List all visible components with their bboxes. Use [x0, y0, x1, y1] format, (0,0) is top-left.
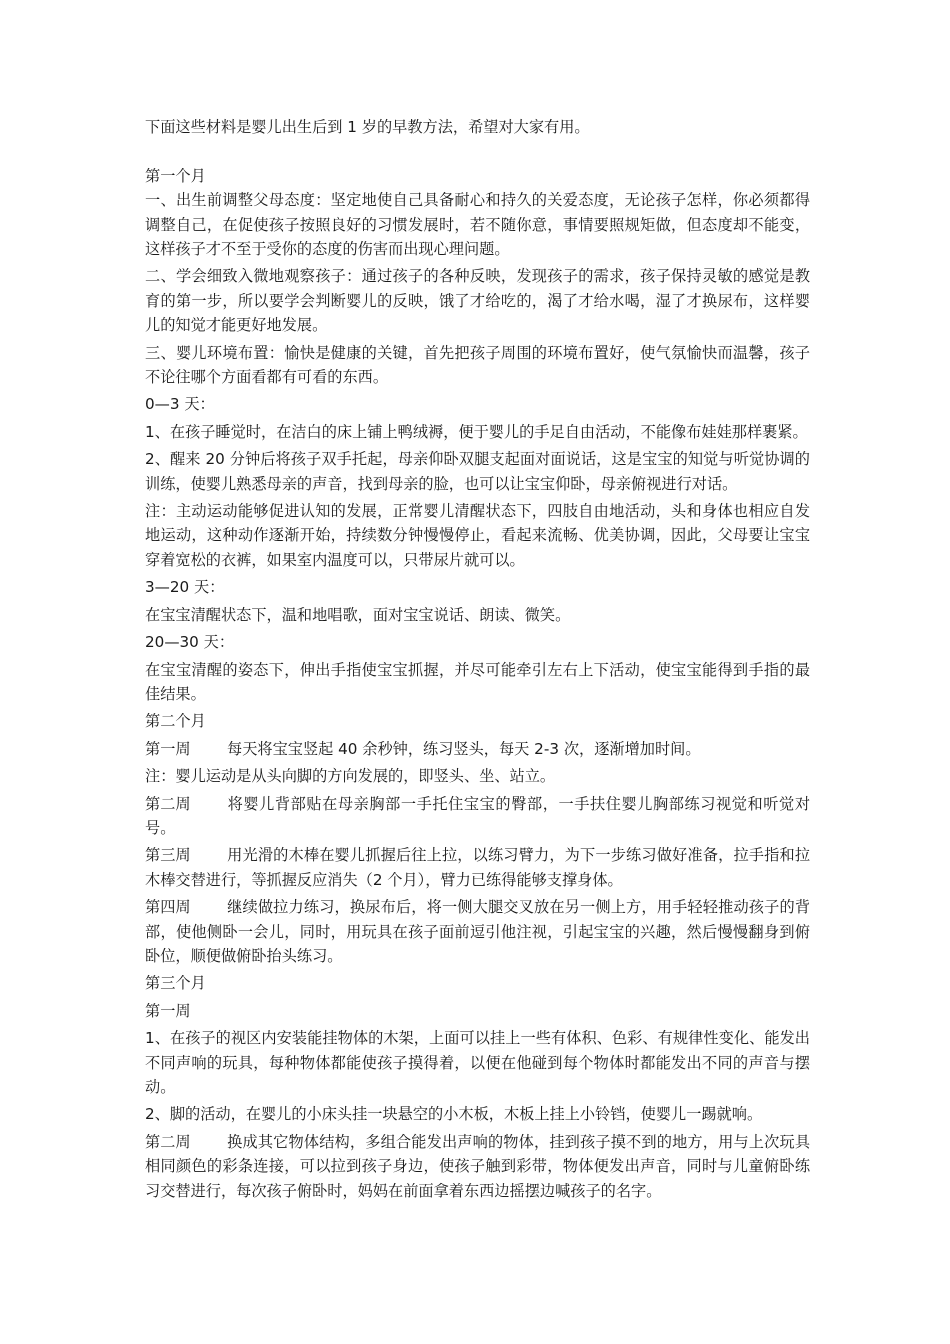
week-text: 用光滑的木棒在婴儿抓握后往上拉，以练习臂力，为下一步练习做好准备，拉手指和拉木棒交替进行，等抓握反应消失（2 个月），臂力已练得能够支撑身体。 — [145, 846, 810, 889]
month1-paragraph-3: 三、婴儿环境布置：愉快是健康的关键，首先把孩子周围的环境布置好，使气氛愉快而温馨，孩子不论往哪个方面看都有可看的东西。 — [145, 343, 810, 387]
week-text: 继续做拉力练习，换尿布后，将一侧大腿交叉放在另一侧上方，用手轻轻推动孩子的背部，使他侧卧一会儿，同时，用玩具在孩子面前逗引他注视，引起宝宝的兴趣，然后慢慢翻身到俯卧位，顺便做俯卧抬头练习。 — [145, 898, 810, 965]
day-0-3-heading: 0—3 天： — [145, 395, 215, 414]
month3-week1-item-2: 2、脚的活动，在婴儿的小床头挂一块悬空的小木板，木板上挂上小铃铛，使婴儿一踢就响。 — [145, 1105, 763, 1124]
month2-note: 注：婴儿运动是从头向脚的方向发展的，即竖头、坐、站立。 — [145, 767, 556, 786]
day-20-30-item: 在宝宝清醒的姿态下，伸出手指使宝宝抓握，并尽可能牵引左右上下活动，使宝宝能得到手指的最佳结果。 — [145, 660, 810, 703]
month3-week1-item-1: 1、在孩子的视区内安装能挂物体的木架，上面可以挂上一些有体积、色彩、有规律性变化、能发出不同声响的玩具，每种物体都能使孩子摸得着，以便在他碰到每个物体时都能发出不同的声音与摆动。 — [145, 1029, 810, 1097]
month2-heading: 第二个月 — [145, 712, 206, 731]
month2-week1 — [145, 737, 810, 761]
day-20-30-heading: 20—30 天： — [145, 633, 235, 652]
week-text: 将婴儿背部贴在母亲胸部一手托住宝宝的臀部，一手扶住婴儿胸部练习视觉和听觉对号。 — [145, 794, 810, 837]
month3-heading: 第三个月 — [145, 974, 206, 993]
week-label: 第一周 — [145, 739, 191, 758]
intro-paragraph: 下面这些材料是婴儿出生后到 1 岁的早教方法，希望对大家有用。 — [145, 118, 590, 136]
month1-note: 注：主动运动能够促进认知的发展，正常婴儿清醒状态下，四肢自由地活动，头和身体也相应自发地运动，这种动作逐渐开始，持续数分钟慢慢停止，看起来流畅、优美协调，因此，父母要让宝宝穿着宽松的衣裤，如果室内温度可以，只带尿片就可以。 — [145, 502, 810, 569]
document-body — [145, 115, 810, 1203]
week-text: 换成其它物体结构，多组合能发出声响的物体，挂到孩子摸不到的地方，用与上次玩具相同颜色的彩条连接，可以拉到孩子身边，使孩子触到彩带，物体便发出声音，同时与儿童俯卧练习交替进行，每次孩子俯卧时，妈妈在前面拿着东西边摇摆边喊孩子的名字。 — [145, 1132, 810, 1200]
month3-week2 — [145, 1130, 810, 1203]
week-text: 每天将宝宝竖起 40 余秒钟，练习竖头，每天 2-3 次，逐渐增加时间。 — [227, 739, 701, 758]
month3-week1-label: 第一周 — [145, 1001, 191, 1020]
week-label: 第四周 — [145, 898, 191, 917]
day-3-20-item: 在宝宝清醒状态下，温和地唱歌，面对宝宝说话、朗读、微笑。 — [145, 605, 571, 624]
month1-paragraph-2: 二、学会细致入微地观察孩子：通过孩子的各种反映，发现孩子的需求，孩子保持灵敏的感觉是教育的第一步，所以要学会判断婴儿的反映，饿了才给吃的，渴了才给水喝，湿了才换尿布，这样婴儿的知觉才能更好地发展。 — [145, 267, 810, 335]
day-0-3-item-2: 2、醒来 20 分钟后将孩子双手托起，母亲仰卧双腿支起面对面说话，这是宝宝的知觉与听觉协调的训练，使婴儿熟悉母亲的声音，找到母亲的脸，也可以让宝宝仰卧，母亲俯视进行对话。 — [145, 450, 810, 493]
day-3-20-heading: 3—20 天： — [145, 578, 225, 597]
month1-paragraph-1: 一、出生前调整父母态度：坚定地使自己具备耐心和持久的关爱态度，无论孩子怎样，你必须都得调整自己，在促使孩子按照良好的习惯发展时，若不随你意，事情要照规矩做，但态度却不能变，这样孩子才不至于受你的态度的伤害而出现心理问题。 — [145, 191, 810, 259]
month2-week4 — [145, 895, 810, 968]
day-0-3-item-1: 1、在孩子睡觉时，在洁白的床上铺上鸭绒褥，便于婴儿的手足自由活动，不能像布娃娃那样裹紧。 — [145, 422, 808, 441]
week-label: 第二周 — [145, 794, 191, 813]
month1-heading: 第一个月 — [145, 166, 206, 185]
month2-week3 — [145, 843, 810, 892]
blank-line — [145, 139, 810, 163]
week-label: 第二周 — [145, 1132, 191, 1151]
week-label: 第三周 — [145, 846, 191, 865]
month2-week2 — [145, 792, 810, 841]
